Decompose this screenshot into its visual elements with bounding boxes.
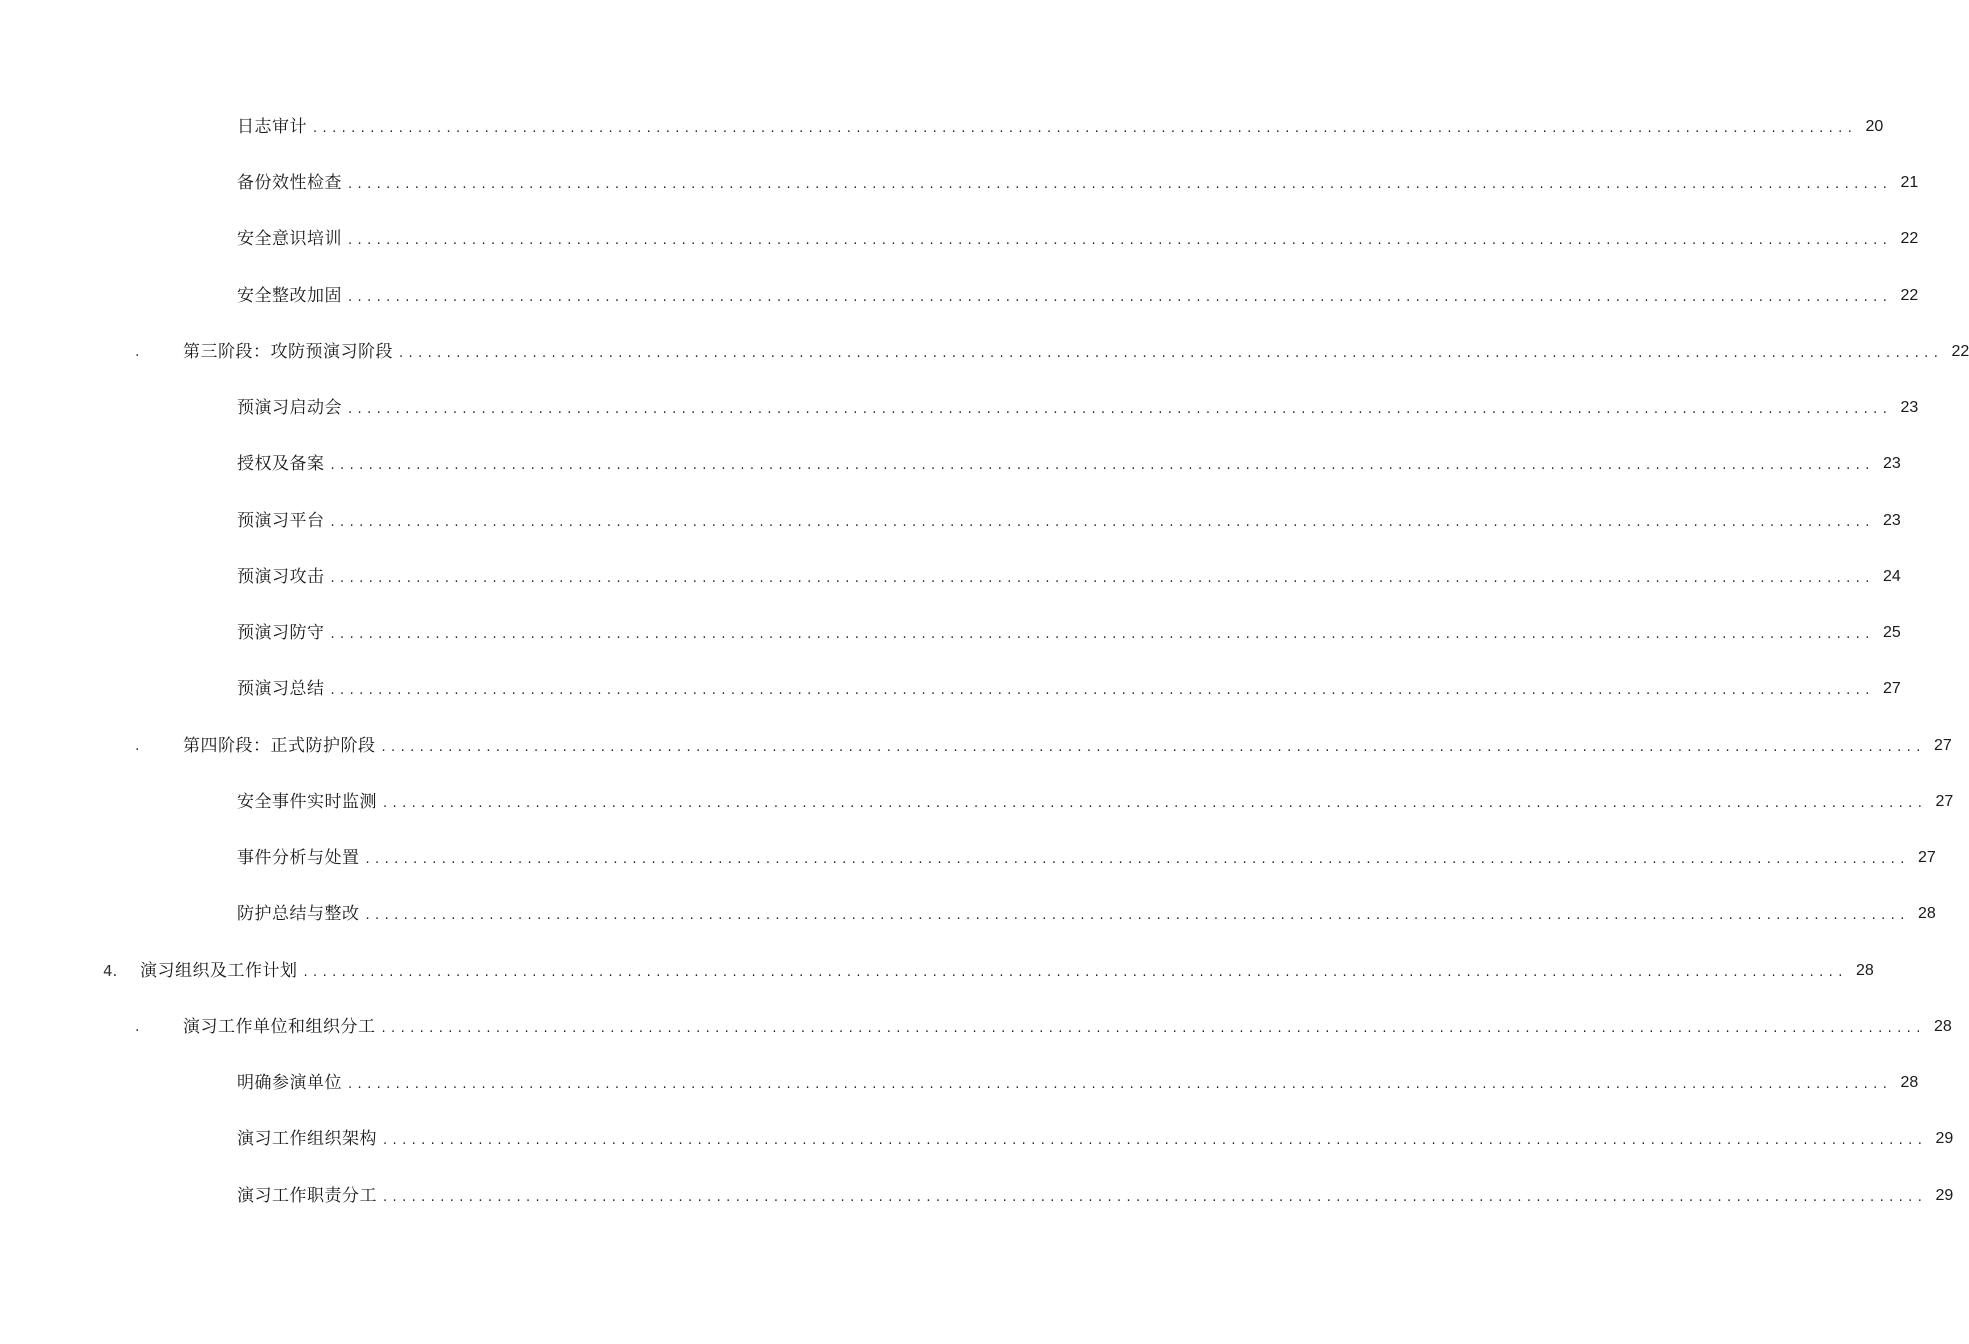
toc-leader-dots: .................................................................................................................................................................. bbox=[348, 233, 1893, 248]
toc-page-number: 27 bbox=[1917, 849, 1936, 866]
toc-section-number: . bbox=[135, 344, 140, 360]
toc-leader-dots: .................................................................................................................................................................. bbox=[303, 965, 1848, 980]
toc-page-number: 29 bbox=[1935, 1130, 1954, 1147]
toc-entry[interactable] bbox=[237, 169, 1919, 197]
toc-leader-dots: .................................................................................................................................................................. bbox=[348, 290, 1893, 305]
toc-section-number: . bbox=[135, 1019, 140, 1035]
toc-entry[interactable] bbox=[237, 507, 1901, 535]
toc-page-number: 27 bbox=[1933, 737, 1952, 754]
toc-entry-title: 事件分析与处置 bbox=[237, 848, 360, 868]
toc-entry-title: 日志审计 bbox=[237, 117, 307, 137]
toc-page-number: 23 bbox=[1882, 455, 1901, 472]
toc-page-number: 22 bbox=[1900, 230, 1919, 247]
toc-page-number: 21 bbox=[1900, 174, 1919, 191]
toc-page-number: 20 bbox=[1865, 118, 1884, 135]
toc-entry-title: 安全意识培训 bbox=[237, 229, 342, 249]
toc-entry-title: 预演习平台 bbox=[237, 511, 325, 531]
toc-entry[interactable] bbox=[237, 1182, 1954, 1210]
toc-entry-title: 演习工作单位和组织分工 bbox=[183, 1017, 376, 1037]
toc-page-number: 23 bbox=[1882, 512, 1901, 529]
toc-entry-title: 预演习启动会 bbox=[237, 398, 342, 418]
toc-leader-dots: .................................................................................................................................................................. bbox=[348, 1077, 1893, 1092]
toc-entry[interactable] bbox=[237, 225, 1919, 253]
toc-leader-dots: .................................................................................................................................................................. bbox=[348, 177, 1893, 192]
toc-entry[interactable] bbox=[237, 1069, 1919, 1097]
toc-leader-dots: .................................................................................................................................................................. bbox=[365, 852, 1910, 867]
toc-page-number: 29 bbox=[1935, 1187, 1954, 1204]
toc-entry-title: 演习组织及工作计划 bbox=[140, 961, 298, 981]
toc-entry[interactable] bbox=[237, 619, 1901, 647]
toc-entry-title: 明确参演单位 bbox=[237, 1073, 342, 1093]
toc-entry[interactable] bbox=[237, 675, 1901, 703]
toc-entry[interactable] bbox=[237, 394, 1919, 422]
toc-leader-dots: .................................................................................................................................................................. bbox=[330, 515, 1875, 530]
toc-page-number: 27 bbox=[1882, 680, 1901, 697]
toc-entry-title: 安全整改加固 bbox=[237, 286, 342, 306]
toc-entry-title: 授权及备案 bbox=[237, 454, 325, 474]
toc-entry[interactable] bbox=[237, 450, 1901, 478]
toc-page-number: 28 bbox=[1933, 1018, 1952, 1035]
toc-leader-dots: .................................................................................................................................................................. bbox=[365, 908, 1910, 923]
toc-entry[interactable] bbox=[237, 113, 1884, 141]
toc-page-number: 25 bbox=[1882, 624, 1901, 641]
toc-leader-dots: .................................................................................................................................................................. bbox=[330, 571, 1875, 586]
toc-leader-dots: .................................................................................................................................................................. bbox=[383, 1190, 1928, 1205]
toc-entry[interactable] bbox=[183, 338, 1969, 366]
toc-entry[interactable] bbox=[237, 282, 1919, 310]
toc-leader-dots: .................................................................................................................................................................. bbox=[348, 402, 1893, 417]
toc-entry-title: 安全事件实时监测 bbox=[237, 792, 377, 812]
toc-page-number: 24 bbox=[1882, 568, 1901, 585]
toc-entry[interactable] bbox=[183, 732, 1952, 760]
toc-page-number: 28 bbox=[1855, 962, 1874, 979]
toc-entry-title: 防护总结与整改 bbox=[237, 904, 360, 924]
toc-leader-dots: .................................................................................................................................................................. bbox=[381, 1021, 1926, 1036]
toc-page-number: 28 bbox=[1900, 1074, 1919, 1091]
toc-page-number: 27 bbox=[1935, 793, 1954, 810]
toc-leader-dots: .................................................................................................................................................................. bbox=[330, 627, 1875, 642]
toc-entry[interactable] bbox=[237, 844, 1936, 872]
toc-page-number: 22 bbox=[1951, 343, 1969, 360]
toc-entry[interactable] bbox=[237, 788, 1954, 816]
toc-page-number: 23 bbox=[1900, 399, 1919, 416]
toc-entry[interactable] bbox=[140, 957, 1874, 985]
toc-entry-title: 预演习攻击 bbox=[237, 567, 325, 587]
toc-entry-title: 演习工作组织架构 bbox=[237, 1129, 377, 1149]
toc-leader-dots: .................................................................................................................................................................. bbox=[383, 796, 1928, 811]
toc-leader-dots: .................................................................................................................................................................. bbox=[330, 683, 1875, 698]
toc-entry-title: 第四阶段：正式防护阶段 bbox=[183, 736, 376, 756]
toc-chapter-number: 4. bbox=[103, 962, 118, 980]
toc-page-number: 28 bbox=[1917, 905, 1936, 922]
toc-section-number: . bbox=[135, 738, 140, 754]
toc-entry-title: 第三阶段：攻防预演习阶段 bbox=[183, 342, 393, 362]
toc-page-number: 22 bbox=[1900, 287, 1919, 304]
toc-leader-dots: .................................................................................................................................................................. bbox=[381, 740, 1926, 755]
toc-entry[interactable] bbox=[237, 563, 1901, 591]
toc-entry-title: 预演习总结 bbox=[237, 679, 325, 699]
toc-entry[interactable] bbox=[237, 900, 1936, 928]
toc-leader-dots: .................................................................................................................................................................. bbox=[399, 346, 1944, 361]
toc-entry-title: 演习工作职责分工 bbox=[237, 1186, 377, 1206]
toc-entry[interactable] bbox=[237, 1125, 1954, 1153]
toc-leader-dots: .................................................................................................................................................................. bbox=[313, 121, 1858, 136]
toc-leader-dots: .................................................................................................................................................................. bbox=[330, 458, 1875, 473]
toc-entry-title: 预演习防守 bbox=[237, 623, 325, 643]
toc-entry[interactable] bbox=[183, 1013, 1952, 1041]
toc-entry-title: 备份效性检查 bbox=[237, 173, 342, 193]
toc-leader-dots: .................................................................................................................................................................. bbox=[383, 1133, 1928, 1148]
